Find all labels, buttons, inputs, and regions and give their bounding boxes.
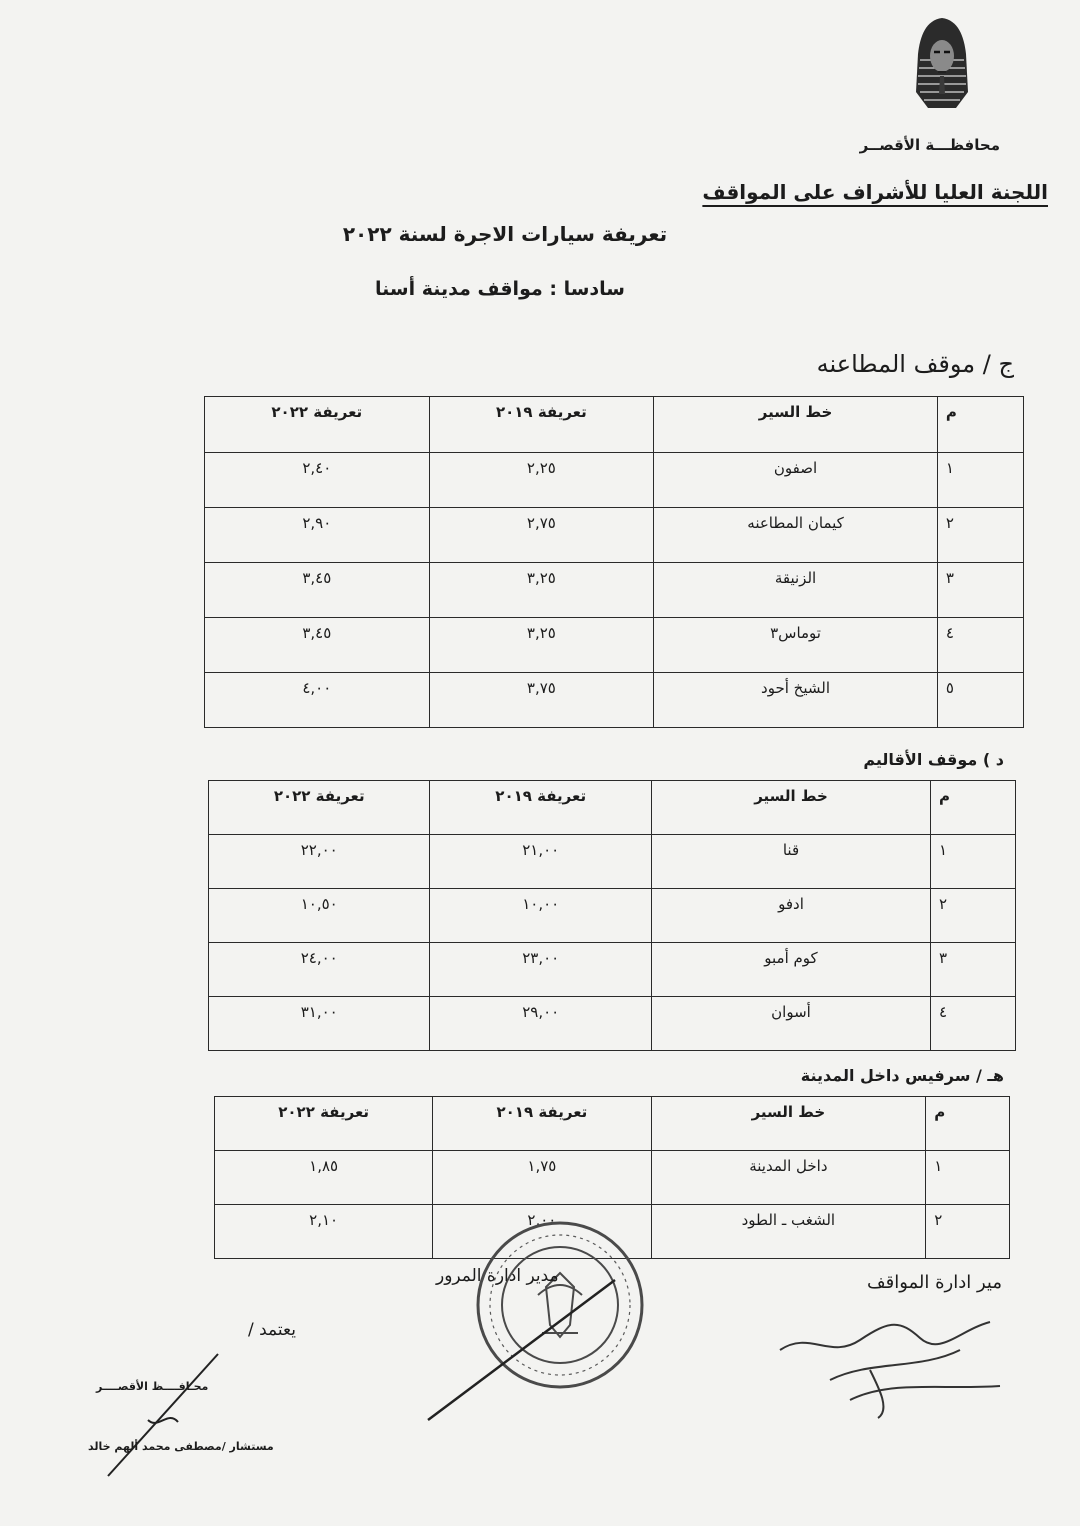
table-row [209, 943, 1016, 997]
row-number: ٣ [931, 943, 1016, 997]
signature-mark [770, 1310, 1010, 1420]
pharaoh-mask-icon [912, 14, 972, 114]
section-c-title: ج / موقف المطاعنه [816, 350, 1014, 378]
committee-heading: اللجنة العليا للأشراف على المواقف [702, 180, 1048, 204]
fare-2019-cell: ٢,٧٥ [429, 508, 654, 563]
approval-label: يعتمد / [248, 1320, 296, 1340]
fare-2019-cell: ٣,٧٥ [429, 673, 654, 728]
table-header-row [215, 1097, 1010, 1151]
route-cell: الشغب ـ الطود [651, 1205, 926, 1259]
fare-2019-cell: ٢,٠٠ [433, 1205, 651, 1259]
table-header-row [205, 397, 1024, 453]
fare-2019-cell: ١,٧٥ [433, 1151, 651, 1205]
route-cell: كيمان المطاعنه [654, 508, 938, 563]
fare-2019-cell: ٣,٢٥ [429, 618, 654, 673]
table-row [209, 835, 1016, 889]
row-number: ٤ [937, 618, 1023, 673]
row-number: ١ [926, 1151, 1010, 1205]
col-num-header: م [926, 1097, 1010, 1151]
fare-2022-cell: ٣,٤٥ [205, 563, 430, 618]
row-number: ٤ [931, 997, 1016, 1051]
col-fare2019-header: تعريفة ٢٠١٩ [430, 781, 651, 835]
col-fare2022-header: تعريفة ٢٠٢٢ [205, 397, 430, 453]
col-route-header: خط السير [651, 1097, 926, 1151]
col-num-header: م [937, 397, 1023, 453]
traffic-director-label: مدير ادارة المرور [436, 1266, 559, 1286]
table-header-row [209, 781, 1016, 835]
row-number: ٢ [937, 508, 1023, 563]
col-fare2019-header: تعريفة ٢٠١٩ [429, 397, 654, 453]
col-fare2022-header: تعريفة ٢٠٢٢ [209, 781, 430, 835]
fare-2022-cell: ٣,٤٥ [205, 618, 430, 673]
fare-2019-cell: ٣,٢٥ [429, 563, 654, 618]
fare-2019-cell: ١٠,٠٠ [430, 889, 651, 943]
route-cell: داخل المدينة [651, 1151, 926, 1205]
route-cell: الشيخ أحود [654, 673, 938, 728]
col-route-header: خط السير [654, 397, 938, 453]
route-cell: توماس٣ [654, 618, 938, 673]
document-title: تعريفة سيارات الاجرة لسنة ٢٠٢٢ [342, 222, 668, 246]
col-fare2022-header: تعريفة ٢٠٢٢ [215, 1097, 433, 1151]
col-fare2019-header: تعريفة ٢٠١٩ [433, 1097, 651, 1151]
row-number: ٢ [931, 889, 1016, 943]
section-d-table [208, 780, 1016, 1051]
fare-2022-cell: ٢,٤٠ [205, 453, 430, 508]
table-row [205, 508, 1024, 563]
route-cell: ادفو [651, 889, 930, 943]
fare-2022-cell: ١,٨٥ [215, 1151, 433, 1205]
fare-2019-cell: ٢٩,٠٠ [430, 997, 651, 1051]
route-cell: كوم أمبو [651, 943, 930, 997]
fare-2022-cell: ٤,٠٠ [205, 673, 430, 728]
route-cell: اصفون [654, 453, 938, 508]
governorate-name: محافظـــة الأقصــر [859, 136, 1000, 154]
governor-label: محـافــــظ الأقصــــر [96, 1380, 209, 1393]
parking-director-label: مير ادارة المواقف [866, 1272, 1002, 1293]
table-row [205, 618, 1024, 673]
table-row [205, 673, 1024, 728]
document-subtitle: سادسا : مواقف مدينة أسنا [375, 278, 625, 300]
route-cell: الزنيقة [654, 563, 938, 618]
fare-2019-cell: ٢٣,٠٠ [430, 943, 651, 997]
row-number: ٥ [937, 673, 1023, 728]
col-num-header: م [931, 781, 1016, 835]
fare-2022-cell: ٢٢,٠٠ [209, 835, 430, 889]
row-number: ١ [937, 453, 1023, 508]
fare-2022-cell: ٢٤,٠٠ [209, 943, 430, 997]
route-cell: قنا [651, 835, 930, 889]
section-c-table [204, 396, 1024, 728]
fare-2022-cell: ٢,١٠ [215, 1205, 433, 1259]
fare-2019-cell: ٢١,٠٠ [430, 835, 651, 889]
table-row [205, 563, 1024, 618]
fare-2022-cell: ٣١,٠٠ [209, 997, 430, 1051]
row-number: ٢ [926, 1205, 1010, 1259]
fare-2022-cell: ٢,٩٠ [205, 508, 430, 563]
fare-2022-cell: ١٠,٥٠ [209, 889, 430, 943]
route-cell: أسوان [651, 997, 930, 1051]
section-h-title: هـ / سرفيس داخل المدينة [800, 1066, 1004, 1085]
table-row [205, 453, 1024, 508]
row-number: ٣ [937, 563, 1023, 618]
row-number: ١ [931, 835, 1016, 889]
table-row [209, 889, 1016, 943]
approval-pen-stroke [88, 1350, 238, 1480]
table-row [209, 997, 1016, 1051]
diagonal-pen-stroke [420, 1270, 620, 1430]
advisor-name: مستشار /مصطفى محمد ألهم خالد [88, 1440, 274, 1453]
section-d-title: د ) موقف الأقاليم [863, 750, 1004, 769]
col-route-header: خط السير [651, 781, 930, 835]
fare-2019-cell: ٢,٢٥ [429, 453, 654, 508]
table-row [215, 1151, 1010, 1205]
